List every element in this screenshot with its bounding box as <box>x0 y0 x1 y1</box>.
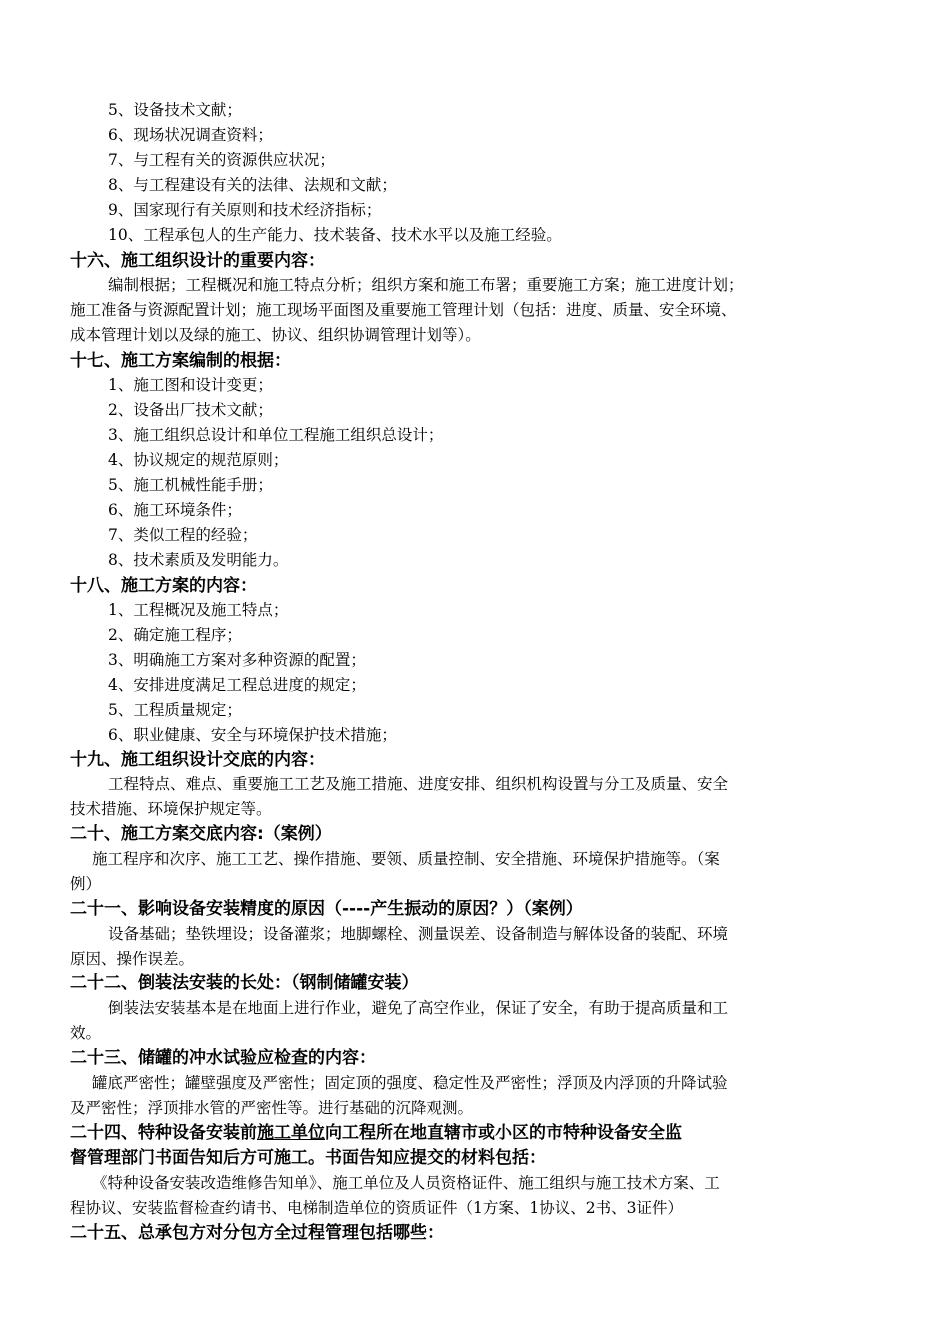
paragraph-line: 《特种设备安装改造维修告知单》、施工单位及人员资格证件、施工组织与施工技术方案、工 <box>92 1174 720 1192</box>
heading-text: 向工程所在地直辖市或小区的市特种设备安全监 <box>325 1123 682 1143</box>
paragraph-line: 设备基础；垫铁埋设；设备灌浆；地脚螺栓、测量误差、设备制造与解体设备的装配、环境 <box>108 925 729 943</box>
paragraph-line: 罐底严密性；罐壁强度及严密性；固定顶的强度、稳定性及严密性；浮顶及内浮顶的升降试验 <box>92 1074 728 1092</box>
list-item: 8、与工程建设有关的法律、法规和文献； <box>108 176 397 194</box>
list-item: 2、设备出厂技术文献； <box>108 401 273 419</box>
list-item: 1、施工图和设计变更； <box>108 376 273 394</box>
section-heading: 二十二、倒装法安装的长处：（钢制储罐安装） <box>70 973 419 993</box>
paragraph-line: 倒装法安装基本是在地面上进行作业，避免了高空作业，保证了安全，有助于提高质量和工 <box>108 999 729 1017</box>
list-item: 7、类似工程的经验； <box>108 526 258 544</box>
paragraph-line: 工程特点、难点、重要施工工艺及施工措施、进度安排、组织机构设置与分工及质量、安全 <box>108 775 729 793</box>
paragraph-line: 成本管理计划以及绿的施工、协议、组织协调管理计划等）。 <box>70 326 481 344</box>
list-item: 2、确定施工程序； <box>108 626 242 644</box>
list-item: 1、工程概况及施工特点； <box>108 601 289 619</box>
paragraph-line: 施工程序和次序、施工工艺、操作措施、要领、质量控制、安全措施、环境保护措施等。（案 <box>92 850 720 868</box>
section-heading: 二十、施工方案交底内容:（案例） <box>70 824 332 844</box>
section-heading: 十七、施工方案编制的根据： <box>70 351 291 371</box>
paragraph-line: 效。 <box>70 1024 102 1042</box>
list-item: 3、施工组织总设计和单位工程施工组织总设计； <box>108 426 444 444</box>
section-heading: 十八、施工方案的内容： <box>70 576 257 596</box>
list-item: 9、国家现行有关原则和技术经济指标； <box>108 201 382 219</box>
section-heading: 十六、施工组织设计的重要内容： <box>70 251 325 271</box>
section-heading: 二十五、总承包方对分包方全过程管理包括哪些： <box>70 1223 444 1243</box>
paragraph-line: 技术措施、环境保护规定等。 <box>70 800 272 818</box>
underlined-term: 施工单位 <box>257 1123 325 1143</box>
list-item: 5、施工机械性能手册； <box>108 476 273 494</box>
list-item: 10、工程承包人的生产能力、技术装备、技术水平以及施工经验。 <box>108 226 562 244</box>
paragraph-line: 程协议、安装监督检查约请书、电梯制造单位的资质证件（1方案、1协议、2书、3证件） <box>70 1199 683 1217</box>
paragraph-line: 施工准备与资源配置计划；施工现场平面图及重要施工管理计划（包括：进度、质量、安全环境、 <box>70 301 737 319</box>
list-item: 4、协议规定的规范原则； <box>108 451 289 469</box>
list-item: 7、与工程有关的资源供应状况； <box>108 151 335 169</box>
section-heading: 十九、施工组织设计交底的内容： <box>70 750 325 770</box>
list-item: 6、施工环境条件； <box>108 501 242 519</box>
paragraph-line: 编制根据；工程概况和施工特点分析；组织方案和施工布署；重要施工方案；施工进度计划； <box>108 276 744 294</box>
section-heading <box>70 1121 682 1145</box>
list-item: 6、职业健康、安全与环境保护技术措施； <box>108 726 397 744</box>
section-heading: 二十三、储罐的冲水试验应检查的内容： <box>70 1048 376 1068</box>
list-item: 8、技术素质及发明能力。 <box>108 551 289 569</box>
paragraph-line: 原因、操作误差。 <box>70 950 195 968</box>
section-heading-continued: 督管理部门书面告知后方可施工。书面告知应提交的材料包括： <box>70 1148 546 1168</box>
paragraph-line: 及严密性；浮顶排水管的严密性等。进行基础的沉降观测。 <box>70 1099 474 1117</box>
list-item: 3、明确施工方案对多种资源的配置； <box>108 651 366 669</box>
list-item: 5、设备技术文献； <box>108 101 242 119</box>
list-item: 6、现场状况调查资料； <box>108 126 273 144</box>
list-item: 5、工程质量规定； <box>108 701 242 719</box>
list-item: 4、安排进度满足工程总进度的规定； <box>108 676 366 694</box>
paragraph-line: 例） <box>70 875 102 893</box>
heading-text: 二十四、特种设备安装前 <box>70 1123 257 1143</box>
section-heading: 二十一、影响设备安装精度的原因（----产生振动的原因？）（案例） <box>70 899 583 919</box>
